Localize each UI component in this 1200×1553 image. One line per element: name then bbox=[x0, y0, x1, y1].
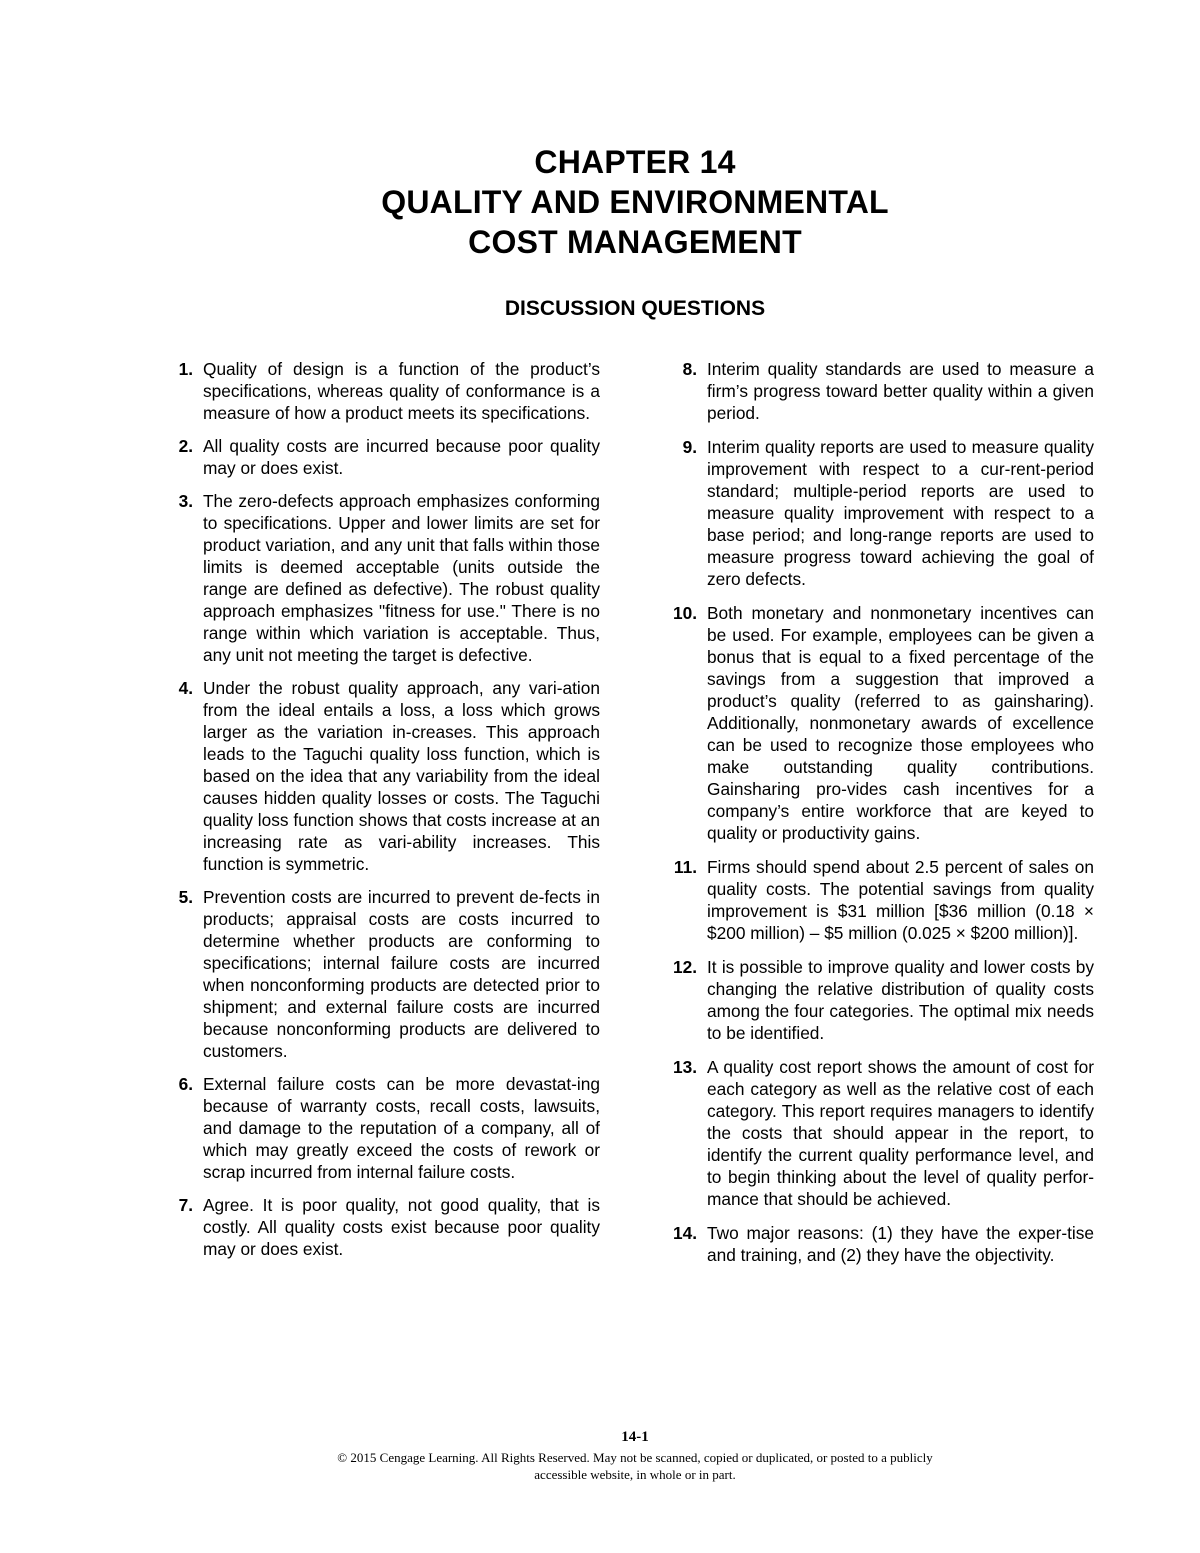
question-answer: Under the robust quality approach, any vari-ation from the ideal entails a loss, a loss which grows larger as the variation in-creases. This approach leads to the Taguchi quality loss function, which is based on the idea that any variability from the ideal causes hidden quality losses or costs. The Taguchi quality loss function shows that costs increase at an increasing rate as vari-ability increases. This function is symmetric. bbox=[203, 678, 600, 874]
question-item bbox=[660, 602, 1094, 844]
question-item bbox=[660, 956, 1094, 1044]
question-number: 8. bbox=[682, 359, 697, 379]
questions-right-column bbox=[660, 358, 1094, 1278]
question-item bbox=[166, 358, 600, 424]
question-item bbox=[660, 358, 1094, 424]
question-answer: The zero-defects approach emphasizes conforming to specifications. Upper and lower limits are set for product variation, and any unit that falls within those limits is deemed acceptable (units outside the range are defined as defective). The robust quality approach emphasizes "fitness for use." There is no range within which variation is acceptable. Thus, any unit not meeting the target is defective. bbox=[203, 491, 600, 665]
chapter-title bbox=[0, 142, 1200, 262]
question-item bbox=[660, 436, 1094, 590]
copyright-line-1: © 2015 Cengage Learning. All Rights Reserved. May not be scanned, copied or duplicated, or posted to a publicly bbox=[337, 1450, 933, 1465]
question-answer: Interim quality standards are used to measure a firm’s progress toward better quality within a given period. bbox=[707, 359, 1094, 423]
question-item bbox=[166, 1194, 600, 1260]
question-number: 4. bbox=[178, 678, 193, 698]
question-number: 7. bbox=[178, 1195, 193, 1215]
question-answer: Firms should spend about 2.5 percent of sales on quality costs. The potential savings from quality improvement is $31 million [$36 million (0.18 × $200 million) – $5 million (0.025 × $200 million)]. bbox=[707, 857, 1094, 943]
question-answer: External failure costs can be more devastat-ing because of warranty costs, recall costs, lawsuits, and damage to the reputation of a company, all of which may greatly exceed the costs of rework or scrap incurred from internal failure costs. bbox=[203, 1074, 600, 1182]
question-number: 13. bbox=[672, 1057, 697, 1077]
question-answer: All quality costs are incurred because poor quality may or does exist. bbox=[203, 436, 600, 478]
question-answer: Two major reasons: (1) they have the exper-tise and training, and (2) they have the objectivity. bbox=[707, 1223, 1094, 1265]
question-answer: A quality cost report shows the amount of cost for each category as well as the relative cost of each category. This report requires managers to identify the costs that should appear in the report, to identify the current quality performance level, and to begin thinking about the level of quality perfor-mance that should be achieved. bbox=[707, 1057, 1094, 1209]
question-item bbox=[166, 435, 600, 479]
chapter-title-line-2: COST MANAGEMENT bbox=[468, 224, 802, 260]
question-item bbox=[166, 886, 600, 1062]
question-item bbox=[166, 1073, 600, 1183]
question-item bbox=[660, 1222, 1094, 1266]
question-answer: Quality of design is a function of the product’s specifications, whereas quality of conformance is a measure of how a product meets its specifications. bbox=[203, 359, 600, 423]
question-number: 6. bbox=[178, 1074, 193, 1094]
question-answer: Both monetary and nonmonetary incentives can be used. For example, employees can be given a bonus that is equal to a fixed percentage of the savings from a suggestion that improved a product’s quality (referred to as gainsharing). Additionally, nonmonetary awards of excellence can be used to recognize those employees who make outstanding quality contributions. Gainsharing pro-vides cash incentives for a company’s entire workforce that are keyed to quality or productivity gains. bbox=[707, 603, 1094, 843]
question-answer: Prevention costs are incurred to prevent de-fects in products; appraisal costs are costs incurred to determine whether products are conforming to specifications; internal failure costs are incurred when nonconforming products are detected prior to shipment; and external failure costs are incurred because nonconforming products are delivered to customers. bbox=[203, 887, 600, 1061]
question-answer: Agree. It is poor quality, not good quality, that is costly. All quality costs exist because poor quality may or does exist. bbox=[203, 1195, 600, 1259]
chapter-title-line-1: QUALITY AND ENVIRONMENTAL bbox=[381, 184, 889, 220]
page-number: 14-1 bbox=[621, 1429, 649, 1445]
section-heading: DISCUSSION QUESTIONS bbox=[504, 297, 766, 320]
question-item bbox=[166, 490, 600, 666]
question-number: 2. bbox=[178, 436, 193, 456]
question-number: 5. bbox=[178, 887, 193, 907]
questions-left-column bbox=[166, 358, 600, 1271]
question-item bbox=[660, 1056, 1094, 1210]
question-number: 1. bbox=[178, 359, 193, 379]
question-item bbox=[660, 856, 1094, 944]
question-number: 12. bbox=[672, 957, 697, 977]
question-number: 9. bbox=[682, 437, 697, 457]
question-number: 10. bbox=[672, 603, 697, 623]
question-answer: It is possible to improve quality and lower costs by changing the relative distribution of quality costs among the four categories. The optimal mix needs to be identified. bbox=[707, 957, 1094, 1043]
question-answer: Interim quality reports are used to measure quality improvement with respect to a cur-rent-period standard; multiple-period reports are used to measure quality improvement with respect to a base period; and long-range reports are used to measure progress toward achieving the goal of zero defects. bbox=[707, 437, 1094, 589]
copyright-line-2: accessible website, in whole or in part. bbox=[534, 1467, 736, 1482]
question-number: 11. bbox=[673, 857, 697, 877]
copyright-notice bbox=[0, 1449, 1200, 1483]
chapter-number: CHAPTER 14 bbox=[534, 144, 736, 180]
question-number: 14. bbox=[672, 1223, 697, 1243]
question-number: 3. bbox=[178, 491, 193, 511]
question-item bbox=[166, 677, 600, 875]
